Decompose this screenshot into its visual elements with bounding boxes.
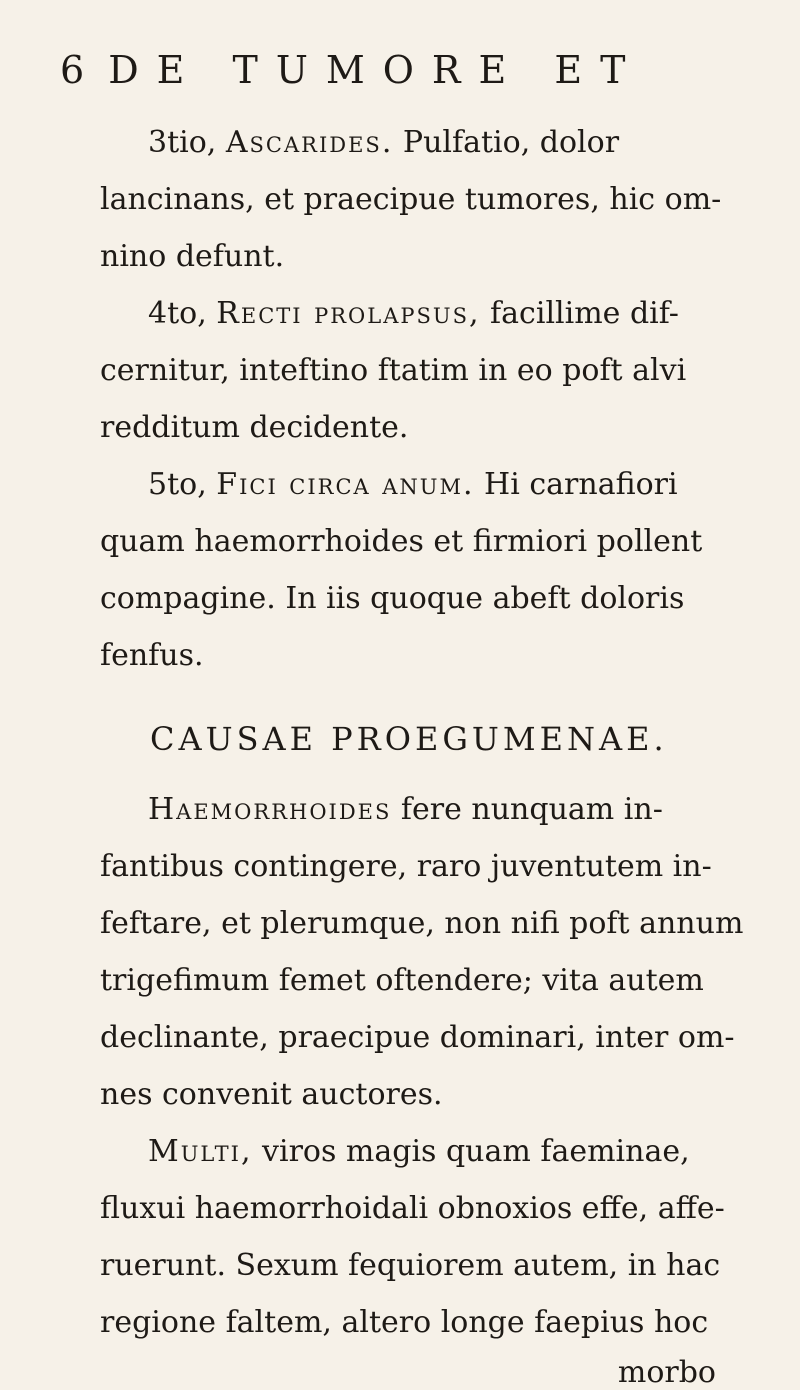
text-line: regione faltem, altero longe faepius hoc — [100, 1305, 709, 1340]
text-line: nes convenit auctores. — [100, 1077, 443, 1112]
text-line: feftare, et plerumque, non nifi poft annum — [100, 906, 744, 941]
section-heading: CAUSAE PROEGUMENAE. — [150, 720, 668, 758]
text-line: cernitur, inteftino ftatim in eo poft alvi — [100, 353, 687, 388]
text-line: compagine. In iis quoque abeft doloris — [100, 581, 685, 616]
text-line: fenfus. — [100, 638, 204, 673]
text-line: ruerunt. Sexum fequiorem autem, in hac — [100, 1248, 721, 1283]
text-line: fantibus contingere, raro juventutem in- — [100, 849, 712, 884]
text-line: trigefimum femet oftendere; vita autem — [100, 963, 704, 998]
text-line: fluxui haemorrhoidali obnoxios effe, affe- — [100, 1191, 725, 1226]
text-line: declinante, praecipue dominari, inter om- — [100, 1020, 735, 1055]
text-line: nino defunt. — [100, 239, 285, 274]
text-line: 4to, Recti prolapsus, facillime dif- — [148, 296, 679, 331]
running-title: DE TUMORE ET — [108, 48, 644, 92]
text-line: Haemorrhoides fere nunquam in- — [148, 792, 663, 827]
text-line: Multi, viros magis quam faeminae, — [148, 1134, 690, 1169]
text-line: morbo — [617, 1355, 716, 1390]
text-line: 5to, Fici circa anum. Hi carnafiori — [148, 467, 678, 502]
text-line: 3tio, Ascarides. Pulfatio, dolor — [148, 125, 620, 160]
text-line: lancinans, et praecipue tumores, hic om- — [100, 182, 722, 217]
text-line: quam haemorrhoides et firmiori pollent — [100, 524, 703, 559]
text-line: redditum decidente. — [100, 410, 409, 445]
running-header — [60, 48, 643, 92]
page-number: 6 — [60, 48, 85, 92]
